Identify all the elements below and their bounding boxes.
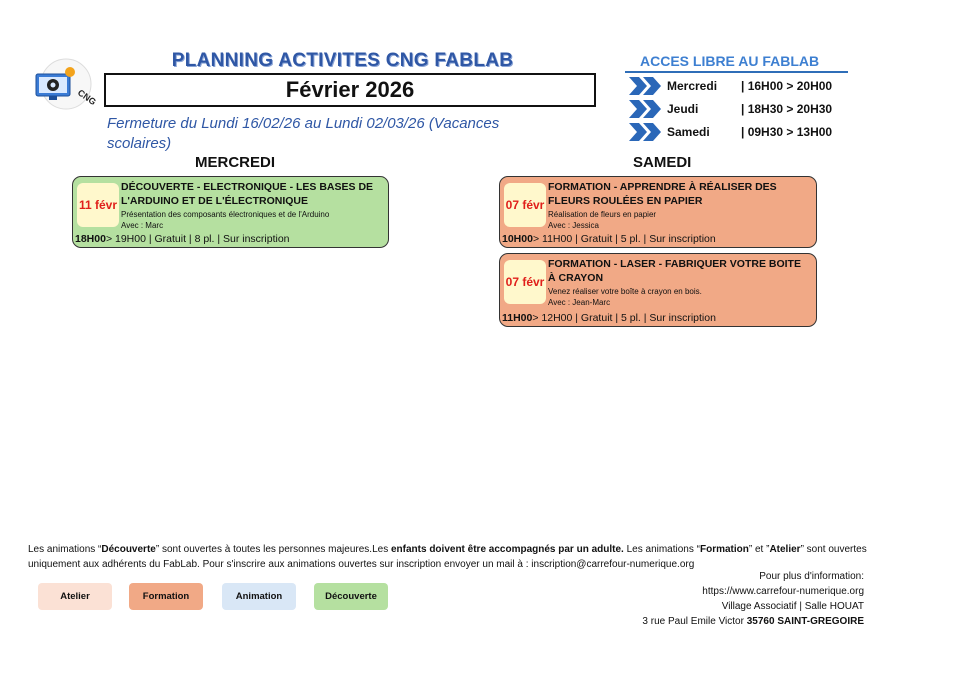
contact-block	[642, 569, 864, 629]
acces-libre-title: ACCES LIBRE AU FABLAB	[640, 53, 820, 69]
double-chevron-icon	[627, 99, 663, 119]
page-title: PLANNING ACTIVITES CNG FABLAB	[171, 50, 514, 71]
footer-text-part: Les animations “	[623, 544, 700, 555]
contact-website-link[interactable]: https://www.carrefour-numerique.org	[702, 586, 864, 597]
event-date: 07 févr	[504, 260, 546, 304]
legend-decouverte: Découverte	[314, 583, 388, 610]
contact-venue: Village Associatif | Salle HOUAT	[721, 601, 864, 612]
column-heading-samedi: SAMEDI	[633, 154, 692, 171]
event-info: > 12H00 | Gratuit | 5 pl. | Sur inscription	[532, 312, 716, 324]
svg-text:CNG: CNG	[75, 87, 98, 108]
footer-bold-atelier: Atelier	[769, 544, 801, 555]
acces-divider	[625, 71, 848, 73]
event-description: Venez réaliser votre boîte à crayon en bois.	[548, 287, 702, 296]
event-details	[502, 233, 716, 245]
footer-text-part: ” et ”	[748, 544, 770, 555]
event-info: > 19H00 | Gratuit | 8 pl. | Sur inscription	[105, 233, 290, 245]
legend-animation: Animation	[222, 583, 296, 610]
event-description: Réalisation de fleurs en papier	[548, 210, 657, 219]
acces-hours: | 16H00 > 20H00	[741, 79, 833, 93]
address-street: 3 rue Paul Emile Victor	[642, 616, 747, 627]
column-heading-mercredi: MERCREDI	[195, 154, 276, 171]
event-start-time: 18H00	[75, 233, 106, 245]
closure-notice: Fermeture du Lundi 16/02/26 au Lundi 02/03/26 (Vacances scolaires)	[107, 115, 500, 152]
double-chevron-icon	[627, 122, 663, 142]
event-host: Avec : Marc	[121, 221, 164, 230]
footer-bold-decouverte: Découverte	[101, 544, 156, 555]
contact-address	[642, 614, 864, 629]
footer-bold-formation: Formation	[699, 544, 749, 555]
footer-notice	[28, 542, 888, 572]
event-start-time: 10H00	[502, 233, 533, 245]
acces-row-jeudi	[627, 99, 867, 119]
acces-hours: | 09H30 > 13H00	[741, 125, 833, 139]
address-city: 35760 SAINT-GREGOIRE	[746, 616, 864, 627]
footer-bold-enfants: enfants doivent être accompagnés par un adulte.	[390, 544, 624, 555]
event-card[interactable]	[499, 176, 817, 248]
event-details	[75, 233, 290, 245]
acces-day: Mercredi	[667, 79, 718, 93]
event-date: 07 févr	[504, 183, 546, 227]
event-start-time: 11H00	[502, 312, 533, 324]
acces-day: Jeudi	[667, 102, 699, 116]
footer-text-part: ” sont ouvertes à toutes les personnes majeures.Les	[155, 544, 391, 555]
event-details	[502, 312, 716, 324]
event-description: Présentation des composants électroniques et de l'Arduino	[121, 210, 330, 219]
event-host: Avec : Jean-Marc	[548, 298, 611, 307]
cng-logo	[30, 58, 100, 110]
footer-text-part: ” sont ouvertes uniquement aux adhérents du FabLab. Pour s'inscrire aux animations ouvertes sur inscription envoyer un mail à : inscription@carrefour-numerique.org	[28, 544, 867, 570]
acces-row-samedi	[627, 122, 867, 142]
acces-hours: | 18H30 > 20H30	[741, 102, 833, 116]
event-title: FORMATION - APPRENDRE À RÉALISER DES FLEURS ROULÉES EN PAPIER	[548, 181, 777, 207]
event-title: DÉCOUVERTE - ELECTRONIQUE - LES BASES DE L'ARDUINO ET DE L'ÉLECTRONIQUE	[121, 181, 374, 207]
event-date: 11 févr	[77, 183, 119, 227]
event-host: Avec : Jessica	[548, 221, 599, 230]
event-title: FORMATION - LASER - FABRIQUER VOTRE BOITE À CRAYON	[548, 258, 801, 284]
legend-atelier: Atelier	[38, 583, 112, 610]
acces-row-mercredi	[627, 76, 867, 96]
acces-day: Samedi	[667, 125, 710, 139]
event-card[interactable]	[72, 176, 389, 248]
contact-info-label: Pour plus d'information:	[759, 571, 864, 582]
month-heading: Février 2026	[104, 73, 596, 107]
double-chevron-icon	[627, 76, 663, 96]
footer-text-part: Les animations “	[28, 544, 102, 555]
event-card[interactable]	[499, 253, 817, 327]
event-info: > 11H00 | Gratuit | 5 pl. | Sur inscription	[532, 233, 716, 245]
legend-formation: Formation	[129, 583, 203, 610]
